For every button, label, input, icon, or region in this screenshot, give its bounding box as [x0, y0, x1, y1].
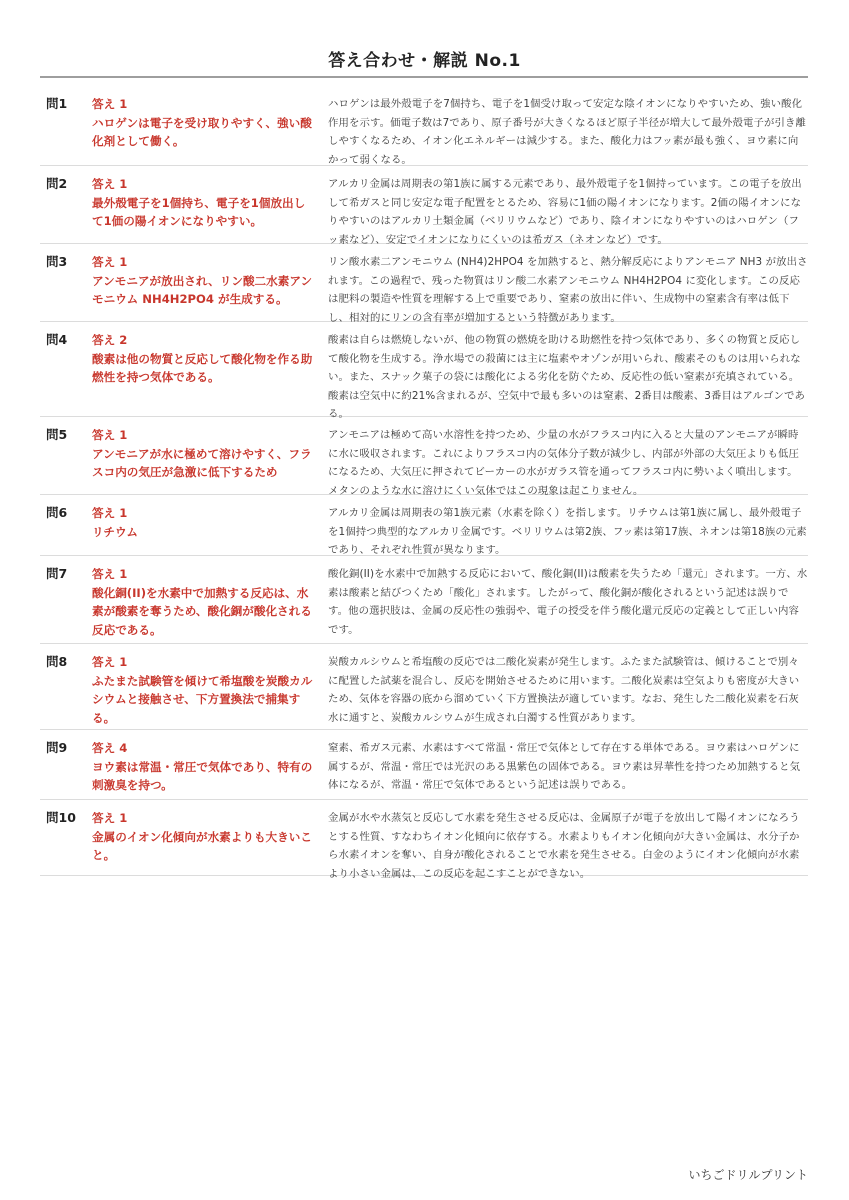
answer-block [92, 331, 322, 416]
question-row-6 [40, 495, 808, 556]
answer-label: 答え 1 [92, 428, 128, 442]
answer-label: 答え 4 [92, 741, 128, 755]
answer-text: ハロゲンは電子を受け取りやすく、強い酸化剤として働く。 [92, 115, 312, 148]
explanation-text: 酸素は自らは燃焼しないが、他の物質の燃焼を助ける助燃性を持つ気体であり、多くの物質と反応して酸化物を生成する。浄水場での殺菌には主に塩素やオゾンが用いられ、酸素そのものは用いられない。また、スナック菓子の袋には酸化による劣化を防ぐため、反応性の低い窒素が充填されている。酸素は空気中に約21%含まれるが、空気中で最も多いのは窒素、2番目は酸素、3番目はアルゴンである。 [328, 334, 806, 421]
question-number: 問7 [46, 566, 68, 581]
answer-block [92, 653, 322, 729]
answer-text: ふたまた試験管を傾けて希塩酸を炭酸カルシウムと接触させ、下方置換法で捕集する。 [92, 673, 313, 725]
answer-label: 答え 1 [92, 655, 128, 669]
question-number: 問6 [46, 505, 68, 520]
answer-block [92, 565, 322, 643]
question-row-1 [40, 86, 808, 166]
question-number: 問4 [46, 332, 68, 347]
answer-text: ヨウ素は常温・常圧で気体であり、特有の刺激臭を持つ。 [92, 759, 313, 792]
answer-list [40, 86, 808, 880]
answer-label: 答え 1 [92, 506, 128, 520]
explanation-text: ハロゲンは最外殻電子を7個持ち、電子を1個受け取って安定な陰イオンになりやすいため、強い酸化作用を示す。価電子数は7であり、原子番号が大きくなるほど原子半径が増大して最外殻電子が引き離しやすくなるため、イオン化エネルギーは減少する。また、酸化力はフッ素が最も強く、ヨウ素に向かって弱くなる。 [328, 98, 806, 166]
answer-block [92, 95, 322, 165]
question-row-10 [40, 800, 808, 880]
footer-brand: いちごドリルプリント [688, 1168, 808, 1182]
question-row-2 [40, 166, 808, 244]
answer-label: 答え 1 [92, 255, 128, 269]
answer-label: 答え 1 [92, 177, 128, 191]
question-row-9 [40, 730, 808, 800]
answer-block [92, 175, 322, 243]
question-number: 問5 [46, 427, 68, 442]
explanation-text: 酸化銅(II)を水素中で加熱する反応において、酸化銅(II)は酸素を失うため「還元」されます。一方、水素は酸素と結びつくため「酸化」されます。したがって、酸化銅が酸化されるという記述は誤りです。他の選択肢は、金属の反応性の強弱や、電子の授受を伴う酸化還元反応の定義として正しい内容です。 [328, 568, 808, 636]
answer-block [92, 426, 322, 494]
explanation-text: アルカリ金属は周期表の第1族に属する元素であり、最外殻電子を1個持っています。この電子を放出して希ガスと同じ安定な電子配置をとるため、容易に1価の陽イオンになります。2価の陽イオンになりやすいのはアルカリ土類金属（ベリリウムなど）であり、陰イオンになりやすいのはハロゲン（フッ素など）、安定でイオンになりにくいのは希ガス（ネオンなど）です。 [328, 178, 802, 246]
explanation-text: 炭酸カルシウムと希塩酸の反応では二酸化炭素が発生します。ふたまた試験管は、傾けることで別々に配置した試薬を混合し、反応を開始させるために用います。二酸化炭素は空気よりも密度が大きいため、気体を容器の底から溜めていく下方置換法が適しています。なお、発生した二酸化炭素を石灰水に通すと、炭酸カルシウムが生成され白濁する性質があります。 [328, 656, 800, 724]
answer-label: 答え 1 [92, 811, 128, 825]
answer-block [92, 253, 322, 321]
page-title: 答え合わせ・解説 No.1 [328, 51, 521, 71]
answer-block [92, 739, 322, 799]
explanation-text: アルカリ金属は周期表の第1族元素（水素を除く）を指します。リチウムは第1族に属し、最外殻電子を1個持つ典型的なアルカリ金属です。ベリリウムは第2族、フッ素は第17族、ネオンは第18族の元素であり、それぞれ性質が異なります。 [328, 507, 807, 557]
explanation-text: 窒素、希ガス元素、水素はすべて常温・常圧で気体として存在する単体である。ヨウ素はハロゲンに属するが、常温・常圧では光沢のある黒紫色の固体である。ヨウ素は昇華性を持つため加熱すると気体になるが、常温・常圧で気体であるという記述は誤りである。 [328, 742, 801, 792]
explanation-text: アンモニアは極めて高い水溶性を持つため、少量の水がフラスコ内に入ると大量のアンモニアが瞬時に水に吸収されます。これによりフラスコ内の気体分子数が減少し、内部が外部の大気圧よりも低圧になるため、大気圧に押されてビーカーの水がガラス管を通ってフラスコ内に勢いよく噴出します。メタンのような水に溶けにくい気体ではこの現象は起こりません。 [328, 429, 799, 497]
question-number: 問3 [46, 254, 68, 269]
question-row-3 [40, 244, 808, 322]
answer-text: 金属のイオン化傾向が水素よりも大きいこと。 [92, 829, 312, 862]
answer-text: リチウム [92, 524, 139, 539]
answer-text: 酸素は他の物質と反応して酸化物を作る助燃性を持つ気体である。 [92, 351, 313, 384]
answer-label: 答え 1 [92, 567, 128, 581]
explanation-text: リン酸水素二アンモニウム (NH4)2HPO4 を加熱すると、熱分解反応によりアンモニア NH3 が放出されます。この過程で、残った物質はリン酸二水素アンモニウム NH4H2PO4 に変化します。この反応は肥料の製造や性質を理解する上で重要であり、窒素の放出に伴い、生成物中の窒素含有率は低下し、相対的にリンの含有率が増加するという特徴があります。 [328, 256, 808, 324]
question-number: 問9 [46, 740, 68, 755]
title-divider [40, 76, 808, 78]
answer-text: アンモニアが放出され、リン酸二水素アンモニウム NH4H2PO4 が生成する。 [92, 273, 313, 306]
question-number: 問2 [46, 176, 68, 191]
question-row-7 [40, 556, 808, 644]
answer-block [92, 504, 322, 555]
answer-text: 最外殻電子を1個持ち、電子を1個放出して1価の陽イオンになりやすい。 [92, 195, 306, 228]
answer-label: 答え 2 [92, 333, 128, 347]
question-row-8 [40, 644, 808, 730]
answer-label: 答え 1 [92, 97, 128, 111]
answer-text: 酸化銅(II)を水素中で加熱する反応は、水素が酸素を奪うため、酸化銅が酸化される反応である。 [92, 585, 312, 637]
question-number: 問8 [46, 654, 68, 669]
explanation-text: 金属が水や水蒸気と反応して水素を発生させる反応は、金属原子が電子を放出して陽イオンになろうとする性質、すなわちイオン化傾向に依存する。水素よりもイオン化傾向が大きい金属は、水分子から水素イオンを奪い、自身が酸化されることで水素を発生させる。白金のようにイオン化傾向が水素より小さい金属は、この反応を起こすことができない。 [328, 812, 800, 880]
question-number: 問1 [46, 96, 68, 111]
question-number: 問10 [46, 810, 76, 825]
answer-text: アンモニアが水に極めて溶けやすく、フラスコ内の気圧が急激に低下するため [92, 446, 312, 479]
question-row-4 [40, 322, 808, 421]
question-row-5 [40, 417, 808, 495]
answer-block [92, 809, 322, 875]
